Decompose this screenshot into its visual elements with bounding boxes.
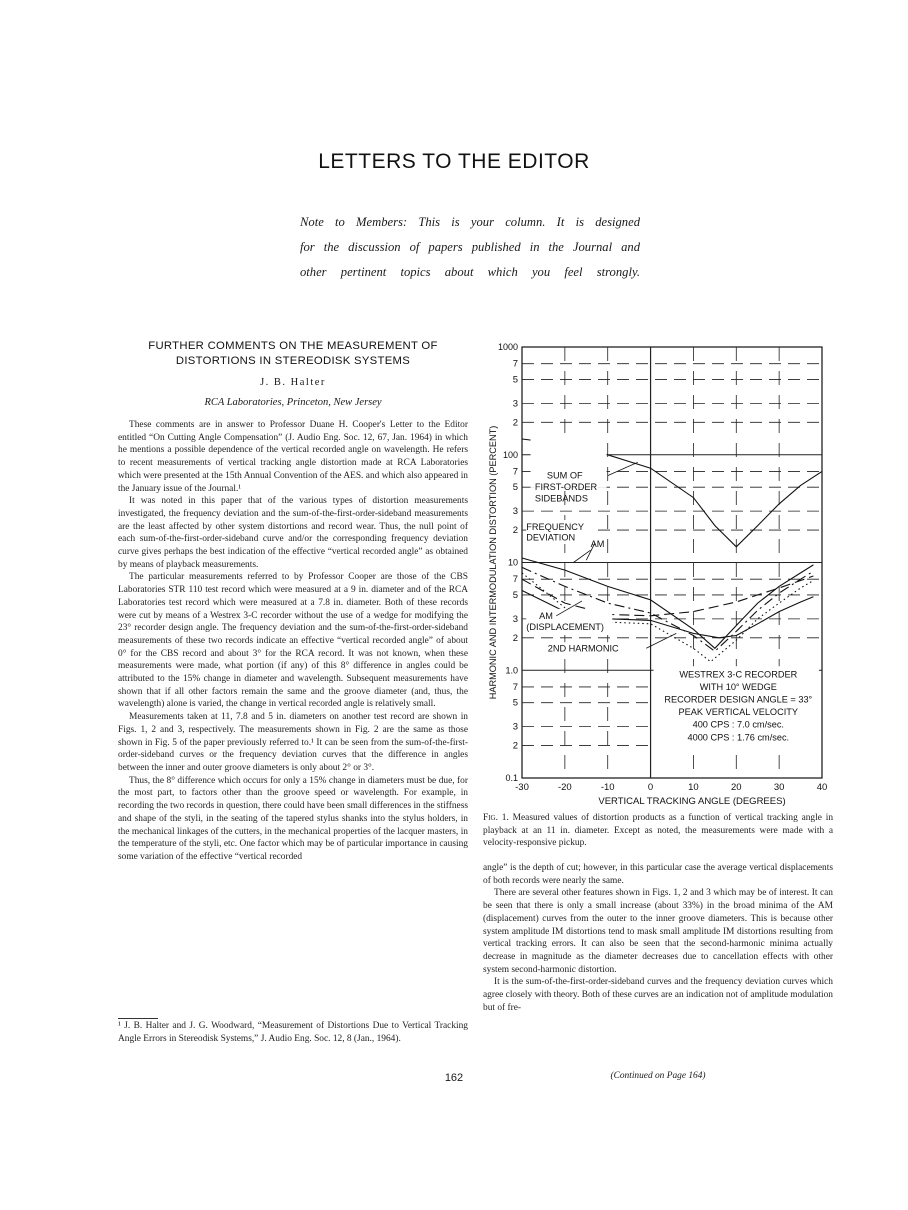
right-column — [483, 862, 833, 1014]
page-title: LETTERS TO THE EDITOR — [318, 150, 590, 173]
x-axis-label: VERTICAL TRACKING ANGLE (DEGREES) — [598, 796, 786, 807]
y-tick-label: 3 — [512, 613, 518, 625]
editor-note-line-3: other pertinent topics about which you feel strongly. — [300, 265, 640, 279]
y-tick-label: 2 — [512, 632, 518, 644]
y-tick-label: 1000 — [497, 342, 518, 352]
y-tick-label: 3 — [512, 506, 518, 518]
y-tick-label: 10 — [507, 557, 518, 568]
y-tick-label: 5 — [512, 589, 518, 601]
distortion-chart-svg — [470, 336, 850, 810]
y-tick-label: 7 — [512, 358, 518, 370]
label-am-disp-line-0: AM — [539, 610, 553, 621]
x-tick-label: 0 — [647, 782, 654, 793]
figure-1-chart — [470, 336, 850, 810]
paragraph-difference: Thus, the 8° difference which occurs for only a 15% change in diameters must be due, for the most part, to factors other than the groove speed or wavelength. For example, in recording the two records in question, there could have been small differences in the stiffness and shape of the styli, in the seating of the tapered stylus shanks into the stylus holders, in the mechanical linkages of the cutters, in the mechanical properties of the lacquer masters, in the temperature of the styli, etc. One factor which may be of particular importance in causing some variation of the effective “vertical recorded — [118, 775, 468, 862]
label-sum-line-2: SIDEBANDS — [534, 493, 588, 504]
x-tick-label: 10 — [688, 782, 699, 793]
label-am-disp-line-1: (DISPLACEMENT) — [526, 621, 604, 632]
y-tick-label: 3 — [512, 398, 518, 410]
paragraph-sideband-curves: It is the sum-of-the-first-order-sideband curves and the frequency deviation curves which agree closely with theory. Both of these curves are an indication not of amplitude modulation but of fre- — [483, 977, 833, 1013]
label-freq-line-1: DEVIATION — [526, 532, 576, 543]
y-tick-label: 7 — [512, 574, 518, 586]
legend-line-0: WESTREX 3-C RECORDER — [679, 669, 798, 680]
y-tick-label: 0.1 — [505, 773, 518, 783]
footnote: ¹ J. B. Halter and J. G. Woodward, “Measurement of Distortions Due to Vertical Tracking Angle Errors in Stereodisk Systems,” J. Audio Eng. Soc. 12, 8 (Jan., 1964). — [118, 1021, 468, 1044]
y-tick-label: 3 — [512, 721, 518, 733]
figure-caption — [483, 812, 833, 850]
page-number: 162 — [444, 1072, 464, 1084]
legend-line-1: WITH 10° WEDGE — [699, 681, 777, 692]
y-tick-label: 5 — [512, 374, 518, 386]
label-sum-line-0: SUM OF — [546, 470, 583, 481]
x-tick-label: 30 — [773, 782, 785, 793]
label-second: 2ND HARMONIC — [547, 643, 619, 654]
paragraph-cbs-record: The particular measurements referred to by Professor Cooper are those of the CBS Laboratories STR 110 test record which were measured at a 9 in. diameter and of the RCA Laboratories test record which were measured at a 7.8 in. diameter. Both of these records were cut by means of a Westrex 3-C recorder without the use of a wedge for modifying the 23° recorder design angle. The frequency deviation and the sum-of-the-first-order-sideband measurements of these two records indicate an effective “vertical recorded angle” of about 0° for the CBS record and about 3° for the RCA record. It was not known, when these measurements were made, what portion (if any) of this 8° difference in angles could be attributed to the 15% change in diameter and wavelength. Subsequent measurements have shown that if all other factors remain the same and the groove diameter (and, thus, the wavelength) alone is varied, the change in vertical recorded angle is relatively small. — [118, 572, 468, 710]
x-tick-label: 40 — [816, 782, 828, 793]
article-title-line-1: FURTHER COMMENTS ON THE MEASUREMENT OF — [148, 340, 438, 352]
legend-line-4: 400 CPS : 7.0 cm/sec. — [692, 719, 784, 730]
figure-caption-prefix: Fig. 1. — [483, 813, 509, 823]
continued-note: (Continued on Page 164) — [610, 1071, 706, 1081]
editor-note-line-1: Note to Members: This is your column. It is designed — [300, 215, 640, 229]
paragraph-measurements: It was noted in this paper that of the various types of distortion measurements investigated, the frequency deviation and the sum-of-the-first-order-sideband measurements are the least affected by other system distortions and record wear. Thus, the null point of each sum-of-the-first-order-sideband curve and/or the corresponding frequency deviation curve gives perhaps the best indication of the effective “vertical recorded angle” as obtained by means of playback measurements. — [118, 496, 468, 570]
x-tick-label: -10 — [600, 782, 615, 793]
article-affiliation: RCA Laboratories, Princeton, New Jersey — [204, 397, 382, 408]
x-tick-label: -20 — [557, 782, 572, 793]
paragraph-diameters: Measurements taken at 11, 7.8 and 5 in. diameters on another test record are shown in Figs. 1, 2 and 3, respectively. The measurements shown in Fig. 2 are the same as those shown in Fig. 5 of the paper previously referred to.¹ It can be seen from the sum-of-the-first-order-sideband curves or the frequency deviation curves that the difference in angles between the inner and outer groove diameters is only about 2° or 3°. — [118, 712, 468, 773]
footnote-rule — [118, 1018, 158, 1019]
legend-line-5: 4000 CPS : 1.76 cm/sec. — [687, 732, 790, 743]
y-tick-label: 5 — [512, 482, 518, 494]
label-am: AM — [590, 538, 605, 549]
y-tick-label: 2 — [512, 740, 518, 752]
figure-caption-text: Measured values of distortion products as a function of vertical tracking angle in playback at an 11 in. diameter. Except as noted, the measurements were made with a velocity-responsive pickup. — [483, 813, 834, 849]
y-axis-label: HARMONIC AND INTERMODULATION DISTORTION (PERCENT) — [488, 425, 498, 700]
paragraph-features: There are several other features shown in Figs. 1, 2 and 3 which may be of interest. It can be seen that there is only a small increase (about 33%) in the broad minima of the AM (displacement) curves from the outer to the inner groove diameters. This is because other system amplitude IM distortions tend to mask small amplitude IM distortions resulting from vertical tracking errors. It can also be seen that the second-harmonic minima actually decrease in magnitude as the diameter decreases due to cancellation effects with other system second-harmonic distortion. — [483, 888, 833, 975]
y-tick-label: 2 — [512, 417, 518, 429]
article-author: J. B. Halter — [260, 377, 326, 388]
legend-line-2: RECORDER DESIGN ANGLE = 33° — [664, 694, 813, 705]
y-tick-label: 1.0 — [505, 665, 518, 676]
editor-note-line-2: for the discussion of papers published in the Journal and — [300, 240, 640, 254]
y-tick-label: 2 — [512, 525, 518, 537]
label-sum-leader — [608, 462, 638, 475]
y-tick-label: 100 — [502, 449, 518, 460]
paragraph-depth-of-cut: angle” is the depth of cut; however, in this particular case the average vertical displacements of both records were nearly the same. — [483, 863, 833, 886]
paragraph-intro: These comments are in answer to Professor Duane H. Cooper's Letter to the Editor entitled “On Cutting Angle Compensation” (J. Audio Eng. Soc. 12, 67, Jan. 1964) in which he mentions a possible dependence of the vertical recorded angle on wavelength. He refers to recent measurements of vertical tracking angle distortion made at RCA Laboratories which were presented at the 15th Annual Convention of the AES. and which also appeared in the January issue of the Journal.¹ — [118, 420, 468, 494]
x-tick-label: 20 — [730, 782, 742, 793]
legend-line-3: PEAK VERTICAL VELOCITY — [678, 707, 799, 718]
article-title-line-2: DISTORTIONS IN STEREODISK SYSTEMS — [175, 355, 411, 367]
label-freq-line-0: FREQUENCY — [526, 522, 584, 533]
y-tick-label: 7 — [512, 466, 518, 478]
left-column — [118, 419, 468, 864]
y-tick-label: 7 — [512, 681, 518, 693]
x-tick-label: -30 — [515, 782, 529, 793]
y-tick-label: 5 — [512, 697, 518, 709]
label-sum-line-1: FIRST-ORDER — [534, 482, 598, 493]
